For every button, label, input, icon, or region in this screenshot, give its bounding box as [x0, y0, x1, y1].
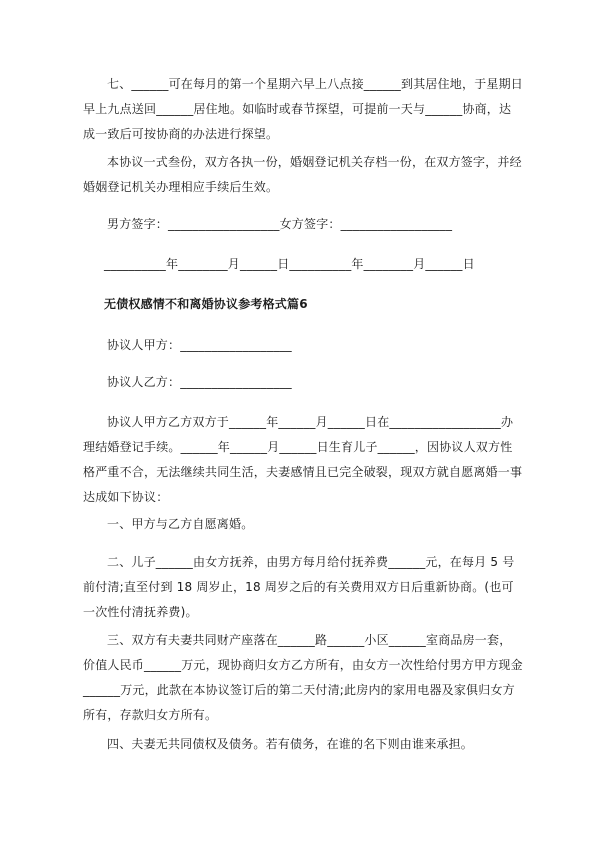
clause-four: 四、夫妻无共同债权及债务。若有债务，在谁的名下则由谁来承担。 — [107, 737, 474, 751]
clause-two: 二、儿子______由女方抚养，由男方每月给付抚养费______元，在每月 5 号前付清;直至付到 18 周岁止，18 周岁之后的有关费用双方日后重新协商。(也可一次性付清抚养费)。 — [83, 555, 515, 619]
clause-one: 一、甲方与乙方自愿离婚。 — [107, 517, 254, 531]
copies-clause: 本协议一式叁份，双方各执一份，婚姻登记机关存档一份，在双方签字，并经婚姻登记机关办理相应手续后生效。 — [83, 155, 522, 194]
intro-paragraph: 协议人甲方乙方双方于______年______月______日在__________________办理结婚登记手续。______年______月______日生育儿子______，因协议人双方性格严重不合，无法继续共同生活，夫妻感情且已完全破裂，现双方就自愿离婚一事达成如下协议： — [83, 415, 523, 504]
section-title: 无债权感情不和离婚协议参考格式篇6 — [104, 297, 308, 311]
party-b-line: 协议人乙方：__________________ — [107, 375, 292, 389]
clause-three: 三、双方有夫妻共同财产座落在______路______小区______室商品房一套，价值人民币______万元，现协商归女方乙方所有，由女方一次性给付男方甲方现金______万元，此款在本协议签订后的第二天付清;此房内的家用电器及家俱归女方所有，存款归女方所有。 — [83, 633, 523, 722]
party-a-line: 协议人甲方：__________________ — [107, 338, 292, 352]
date-line: __________年________月______日__________年________月______日 — [104, 257, 475, 271]
clause-seven: 七、______可在每月的第一个星期六早上八点接______到其居住地，于星期日早上九点送回______居住地。如临时或春节探望，可提前一天与______协商，达成一致后可按协商的办法进行探望。 — [83, 77, 524, 141]
signature-line: 男方签字：__________________女方签字：__________________ — [107, 217, 453, 231]
